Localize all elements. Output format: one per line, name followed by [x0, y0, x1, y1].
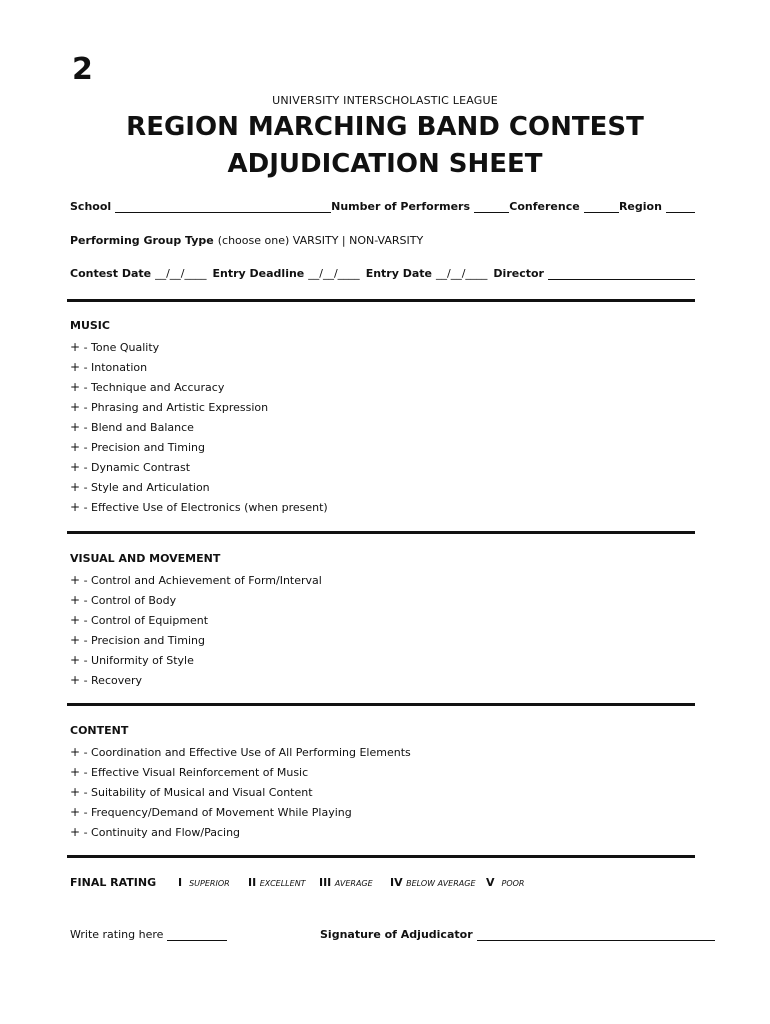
- contest-date-label: Contest Date: [70, 267, 152, 280]
- director-field[interactable]: [548, 268, 695, 280]
- school-label: School: [70, 200, 112, 213]
- plus-icon: +: [70, 480, 81, 494]
- section-divider: [67, 855, 695, 858]
- signature-field[interactable]: [477, 929, 715, 941]
- criteria-item: + - Effective Use of Electronics (when present): [70, 500, 328, 514]
- performers-field[interactable]: [474, 201, 509, 213]
- plus-icon: +: [70, 785, 81, 799]
- group-type-options[interactable]: (choose one) VARSITY | NON-VARSITY: [217, 234, 424, 247]
- school-field[interactable]: [115, 201, 331, 213]
- section-divider: [67, 299, 695, 302]
- entry-deadline-label: Entry Deadline: [212, 267, 305, 280]
- rating-option-poor[interactable]: V POOR: [486, 876, 525, 889]
- school-row: [70, 200, 695, 213]
- plus-icon: +: [70, 633, 81, 647]
- plus-icon: +: [70, 673, 81, 687]
- criteria-item: + - Coordination and Effective Use of All Performing Elements: [70, 745, 411, 759]
- content-section: [70, 724, 411, 842]
- criteria-item: + - Effective Visual Reinforcement of Music: [70, 765, 309, 779]
- entry-date-field[interactable]: __/__/____: [436, 267, 488, 280]
- plus-icon: +: [70, 573, 81, 587]
- criteria-item: + - Dynamic Contrast: [70, 460, 191, 474]
- criteria-item: + - Precision and Timing: [70, 440, 205, 454]
- plus-icon: +: [70, 653, 81, 667]
- rating-option-average[interactable]: III AVERAGE: [319, 876, 373, 889]
- group-type-row: [70, 234, 695, 247]
- plus-icon: +: [70, 440, 81, 454]
- plus-icon: +: [70, 500, 81, 514]
- contest-date-field[interactable]: __/__/____: [155, 267, 207, 280]
- group-type-label: Performing Group Type: [70, 234, 214, 247]
- criteria-item: + - Control of Equipment: [70, 613, 209, 627]
- plus-icon: +: [70, 420, 81, 434]
- organization-name: UNIVERSITY INTERSCHOLASTIC LEAGUE: [272, 94, 498, 107]
- conference-field[interactable]: [584, 201, 619, 213]
- plus-icon: +: [70, 400, 81, 414]
- criteria-item: + - Suitability of Musical and Visual Content: [70, 785, 313, 799]
- entry-deadline-field[interactable]: __/__/____: [308, 267, 360, 280]
- region-field[interactable]: [666, 201, 695, 213]
- title-line-1: REGION MARCHING BAND CONTEST: [126, 112, 644, 142]
- criteria-item: + - Style and Articulation: [70, 480, 210, 494]
- rating-option-below-average[interactable]: IV BELOW AVERAGE: [390, 876, 476, 889]
- plus-icon: +: [70, 805, 81, 819]
- plus-icon: +: [70, 613, 81, 627]
- criteria-item: + - Intonation: [70, 360, 148, 374]
- rating-option-superior[interactable]: I SUPERIOR: [178, 876, 230, 889]
- dates-row: [70, 267, 695, 280]
- plus-icon: +: [70, 593, 81, 607]
- criteria-item: + - Control of Body: [70, 593, 177, 607]
- write-rating-field[interactable]: [167, 929, 227, 941]
- plus-icon: +: [70, 765, 81, 779]
- page-number: 2: [72, 52, 93, 87]
- plus-icon: +: [70, 360, 81, 374]
- music-section: [70, 319, 328, 517]
- visual-section: [70, 552, 322, 690]
- section-divider: [67, 703, 695, 706]
- write-rating-label: Write rating here: [70, 928, 164, 941]
- criteria-item: + - Uniformity of Style: [70, 653, 194, 667]
- criteria-item: + - Recovery: [70, 673, 143, 687]
- plus-icon: +: [70, 340, 81, 354]
- criteria-item: + - Phrasing and Artistic Expression: [70, 400, 269, 414]
- director-label: Director: [493, 267, 544, 280]
- final-rating-label: FINAL RATING: [70, 876, 157, 889]
- criteria-item: + - Continuity and Flow/Pacing: [70, 825, 241, 839]
- rating-option-excellent[interactable]: II EXCELLENT: [248, 876, 306, 889]
- section-heading: MUSIC: [70, 319, 110, 332]
- criteria-item: + - Frequency/Demand of Movement While Playing: [70, 805, 352, 819]
- plus-icon: +: [70, 460, 81, 474]
- criteria-item: + - Control and Achievement of Form/Interval: [70, 573, 322, 587]
- signature-label: Signature of Adjudicator: [320, 928, 473, 941]
- region-label: Region: [618, 200, 662, 213]
- performers-label: Number of Performers: [331, 200, 471, 213]
- plus-icon: +: [70, 745, 81, 759]
- section-divider: [67, 531, 695, 534]
- section-heading: CONTENT: [70, 724, 129, 737]
- title-line-2: ADJUDICATION SHEET: [227, 149, 543, 179]
- criteria-item: + - Blend and Balance: [70, 420, 194, 434]
- entry-date-label: Entry Date: [365, 267, 432, 280]
- section-heading: VISUAL AND MOVEMENT: [70, 552, 221, 565]
- conference-label: Conference: [509, 200, 580, 213]
- plus-icon: +: [70, 380, 81, 394]
- criteria-item: + - Technique and Accuracy: [70, 380, 225, 394]
- plus-icon: +: [70, 825, 81, 839]
- criteria-item: + - Precision and Timing: [70, 633, 205, 647]
- criteria-item: + - Tone Quality: [70, 340, 160, 354]
